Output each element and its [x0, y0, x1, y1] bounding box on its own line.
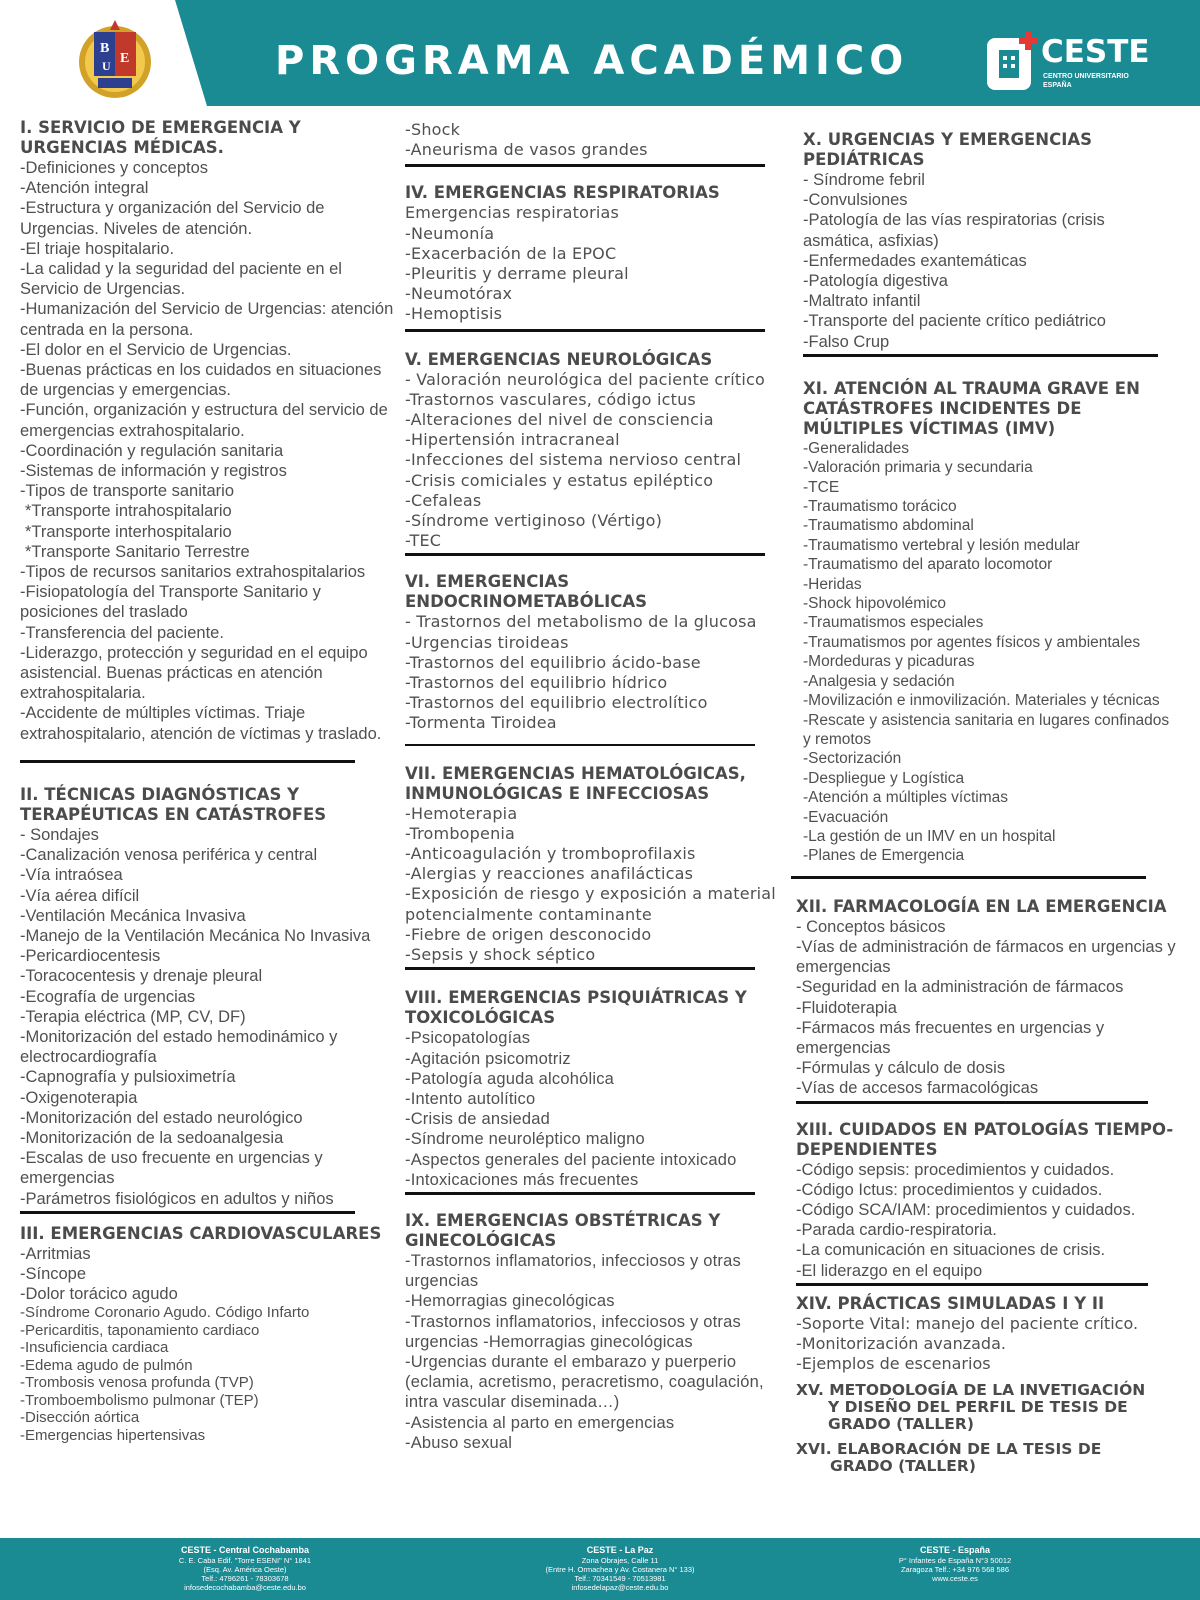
list-item: -Pleuritis y derrame pleural — [405, 264, 629, 284]
list-item: -Patología digestiva — [803, 272, 948, 291]
list-item: - Síndrome febril — [803, 171, 925, 189]
list-item: -Hemorragias ginecológicas — [405, 1292, 615, 1311]
list-item: -Código sepsis: procedimientos y cuidados. — [796, 1160, 1115, 1179]
list-item: -Parada cardio-respiratoria. — [796, 1221, 997, 1240]
section-title: II. TÉCNICAS DIAGNÓSTICAS Y TERAPÉUTICAS EN CATÁSTROFES — [20, 784, 327, 824]
list-item: -Trastornos del equilibrio ácido-base — [405, 652, 701, 672]
section-divider — [803, 354, 1158, 357]
section-items — [20, 158, 395, 744]
list-item: - Sondajes — [20, 825, 99, 844]
continued-items — [405, 120, 777, 160]
list-item: -La calidad y la seguridad del paciente en el Servicio de Urgencias. — [20, 260, 342, 299]
list-item: -Trastornos inflamatorios, infecciosos y otras urgencias — [405, 1251, 741, 1291]
list-item: -Síndrome neuroléptico maligno — [405, 1130, 645, 1149]
list-item: -Fiebre de origen desconocido — [405, 924, 652, 944]
list-item: *Transporte Sanitario Terrestre — [25, 542, 250, 561]
section-5 — [405, 350, 777, 557]
section-title: XIV. PRÁCTICAS SIMULADAS I Y II — [796, 1293, 1105, 1313]
list-item: -Maltrato infantil — [803, 292, 921, 311]
crest-letter-b: B — [100, 41, 110, 56]
section-6 — [405, 572, 777, 745]
section-items — [803, 439, 1178, 866]
list-item: -Evacuación — [803, 808, 889, 826]
list-item: -Canalización venosa periférica y central — [20, 846, 318, 865]
office-line: (Entre H. Ormachea y Av. Costanera N° 133) — [545, 1565, 695, 1574]
list-item: -Coordinación y regulación sanitaria — [20, 441, 284, 460]
list-item: -Vía aérea difícil — [20, 886, 140, 905]
list-item: -Cefaleas — [405, 490, 482, 510]
section-8 — [405, 988, 777, 1195]
list-item: -Fluidoterapia — [796, 998, 897, 1017]
list-item: *Transporte interhospitalario — [25, 522, 232, 541]
list-item: -Generalidades — [803, 439, 909, 457]
list-item: -Disección aórtica — [20, 1409, 140, 1427]
section-items — [796, 1160, 1178, 1281]
list-item: -Exposición de riesgo y exposición a material potencialmente contaminante — [405, 884, 776, 924]
list-item: - Conceptos básicos — [796, 917, 946, 936]
list-item: -Ejemplos de escenarios — [796, 1354, 991, 1374]
section-4 — [405, 183, 777, 331]
section-title: V. EMERGENCIAS NEUROLÓGICAS — [405, 349, 713, 369]
list-item: -Aneurisma de vasos grandes — [405, 140, 648, 160]
list-item: -Shock hipovolémico — [803, 595, 947, 613]
list-item: -Fármacos más frecuentes en urgencias y emergencias — [796, 1018, 1105, 1057]
list-item: -Accidente de múltiples víctimas. Triaje extrahospitalario, atención de víctimas y traslado. — [20, 704, 382, 743]
list-item: -Monitorización avanzada. — [796, 1334, 1006, 1354]
list-item: -Emergencias hipertensivas — [20, 1426, 206, 1444]
university-crest-icon — [76, 16, 154, 104]
list-item: -Patología aguda alcohólica — [405, 1069, 615, 1088]
logo-subtitle — [1043, 72, 1183, 90]
list-item: -Seguridad en la administración de fármacos — [796, 978, 1124, 997]
list-item: -Agitación psicomotriz — [405, 1049, 571, 1068]
list-item: - Valoración neurológica del paciente crítico — [405, 369, 765, 389]
section-items — [405, 1028, 777, 1190]
list-item: -Fisiopatología del Transporte Sanitario y posiciones del traslado — [20, 583, 321, 622]
list-item: -Atención integral — [20, 179, 149, 198]
list-item: -Movilización e inmovilización. Materiales y técnicas — [803, 692, 1160, 710]
list-item: -Arritmias — [20, 1244, 91, 1263]
list-item: -Código Ictus: procedimientos y cuidados. — [796, 1180, 1103, 1199]
list-item: -Rescate y asistencia sanitaria en lugares confinados y remotos — [803, 711, 1170, 748]
list-item: -Humanización del Servicio de Urgencias: atención centrada en la persona. — [20, 300, 394, 339]
list-item: -Tromboembolismo pulmonar (TEP) — [20, 1391, 259, 1409]
section-items — [20, 825, 395, 1209]
crest-letter-e: E — [120, 51, 130, 66]
list-item: -Función, organización y estructura del servicio de emergencias extrahospitalario. — [20, 401, 388, 440]
list-item: -Abuso sexual — [405, 1433, 513, 1452]
list-item: -Exacerbación de la EPOC — [405, 243, 617, 263]
office-la-paz — [515, 1545, 725, 1592]
section-13 — [796, 1120, 1178, 1286]
list-item: -Heridas — [803, 575, 862, 593]
list-item: -Intoxicaciones más frecuentes — [405, 1170, 639, 1189]
list-item: -TEC — [405, 531, 442, 551]
section-items — [405, 203, 777, 324]
section-9 — [405, 1211, 777, 1453]
column-2 — [405, 120, 777, 1453]
section-items — [405, 804, 777, 966]
section-15 — [796, 1382, 1178, 1433]
list-item: -El liderazgo en el equipo — [796, 1261, 983, 1280]
section-title: VII. EMERGENCIAS HEMATOLÓGICAS, INMUNOLÓGICAS E INFECCIOSAS — [405, 763, 746, 803]
list-item: -Shock — [405, 120, 461, 139]
list-item: -Ventilación Mecánica Invasiva — [20, 906, 246, 925]
section-items — [405, 370, 777, 552]
section-divider — [405, 744, 755, 746]
section-divider — [405, 553, 765, 556]
section-title: VIII. EMERGENCIAS PSIQUIÁTRICAS Y TOXICOLÓGICAS — [405, 988, 747, 1028]
section-16 — [796, 1441, 1178, 1475]
list-item: -Trastornos del equilibrio electrolítico — [405, 693, 708, 713]
section-items — [796, 1314, 1178, 1375]
list-item: -El triaje hospitalario. — [20, 239, 175, 258]
office-email[interactable]: infosedelapaz@ceste.edu.bo — [571, 1583, 669, 1592]
section-2 — [20, 785, 395, 1214]
list-item: -Neumonía — [405, 223, 495, 243]
list-item: -Trombosis venosa profunda (TVP) — [20, 1374, 254, 1392]
section-divider — [20, 1211, 355, 1214]
list-item: -Alergias y reacciones anafilácticas — [405, 864, 694, 884]
list-item: -Escalas de uso frecuente en urgencias y emergencias — [20, 1149, 323, 1188]
list-item: -Transferencia del paciente. — [20, 623, 224, 642]
section-title: III. EMERGENCIAS CARDIOVASCULARES — [20, 1223, 382, 1243]
list-item: -Traumatismos por agentes físicos y ambientales — [803, 633, 1141, 651]
section-divider — [791, 876, 1146, 879]
list-item: -Trastornos inflamatorios, infecciosos y otras urgencias -Hemorragias ginecológicas — [405, 1312, 741, 1351]
list-item: -Vías de accesos farmacológicas — [796, 1079, 1039, 1098]
section-items — [405, 1251, 777, 1453]
list-item: -Soporte Vital: manejo del paciente crítico. — [796, 1313, 1139, 1333]
list-item: -Vías de administración de fármacos en urgencias y emergencias — [796, 937, 1176, 977]
section-divider — [405, 164, 765, 167]
office-line: C. E. Caba Edif. "Torre ESENI" N° 1841 — [178, 1556, 312, 1565]
list-item: -Estructura y organización del Servicio de Urgencias. Niveles de atención. — [20, 199, 325, 238]
list-item: -Trastornos vasculares, código ictus — [405, 389, 696, 409]
list-item: Emergencias respiratorias — [405, 203, 620, 223]
office-espana — [870, 1545, 1040, 1583]
list-item: -Convulsiones — [803, 191, 908, 210]
section-items — [20, 1244, 395, 1445]
list-item: -Tipos de recursos sanitarios extrahospitalarios — [20, 563, 366, 582]
section-title: XI. ATENCIÓN AL TRAUMA GRAVE EN CATÁSTROFES INCIDENTES DE MÚLTIPLES VÍCTIMAS (IMV) — [803, 378, 1140, 438]
list-item: -Enfermedades exantemáticas — [803, 251, 1027, 270]
list-item: -Insuficiencia cardiaca — [20, 1339, 169, 1357]
section-divider — [405, 1192, 755, 1195]
list-item: -Analgesia y sedación — [803, 672, 955, 690]
list-item: -Liderazgo, protección y seguridad en el equipo asistencial. Buenas prácticas en atención extrahospitalaria. — [20, 643, 368, 703]
section-11 — [803, 379, 1178, 879]
list-item: -Hemoptisis — [405, 304, 503, 324]
list-item: -Terapia eléctrica (MP, CV, DF) — [20, 1007, 246, 1026]
office-line: Zona Obrajes, Calle 11 — [581, 1556, 659, 1565]
list-item: -Anticoagulación y tromboprofilaxis — [405, 844, 696, 864]
list-item: -Oxigenoterapia — [20, 1088, 138, 1107]
list-item: -Traumatismo abdominal — [803, 517, 974, 535]
logo-name: CESTE — [1041, 34, 1150, 70]
office-title: CESTE - España — [919, 1545, 991, 1555]
list-item: - Trastornos del metabolismo de la glucosa — [405, 612, 757, 632]
office-line: Telf.: 70341549 - 70513981 — [574, 1574, 666, 1583]
list-item: -La comunicación en situaciones de crisis. — [796, 1241, 1106, 1260]
section-divider — [20, 760, 355, 763]
section-10 — [803, 130, 1178, 357]
list-item: -Mordeduras y picaduras — [803, 653, 975, 671]
list-item: -Alteraciones del nivel de consciencia — [405, 410, 714, 430]
section-title: XIII. CUIDADOS EN PATOLOGÍAS TIEMPO-DEPENDIENTES — [796, 1119, 1174, 1159]
section-divider — [796, 1101, 1148, 1104]
list-item: -Falso Crup — [803, 332, 890, 351]
list-item: -Neumotórax — [405, 284, 513, 304]
office-cochabamba — [150, 1545, 340, 1592]
office-title: CESTE - La Paz — [586, 1545, 654, 1555]
page-header — [0, 0, 1200, 106]
list-item: -Sectorización — [803, 750, 902, 768]
list-item: -Monitorización de la sedoanalgesia — [20, 1128, 284, 1147]
section-3 — [20, 1224, 395, 1445]
section-title-line: XVI. ELABORACIÓN DE LA TESIS DE — [796, 1440, 1102, 1459]
list-item: -Planes de Emergencia — [803, 847, 965, 865]
list-item: -Sepsis y shock séptico — [405, 945, 596, 965]
list-item: -Capnografía y pulsioximetría — [20, 1068, 236, 1087]
list-item: -La gestión de un IMV en un hospital — [803, 827, 1056, 845]
office-website[interactable]: www.ceste.es — [932, 1574, 978, 1583]
section-title: I. SERVICIO DE EMERGENCIA Y URGENCIAS MÉDICAS. — [20, 118, 301, 157]
section-7 — [405, 764, 777, 971]
office-title: CESTE - Central Cochabamba — [180, 1545, 310, 1555]
list-item: -Transporte del paciente crítico pediátrico — [803, 312, 1106, 331]
section-title: VI. EMERGENCIAS ENDOCRINOMETABÓLICAS — [405, 572, 648, 612]
crest-letter-u: U — [102, 59, 111, 73]
list-item: -Tormenta Tiroidea — [405, 713, 557, 733]
office-email[interactable]: infosedecochabamba@ceste.edu.bo — [184, 1583, 306, 1592]
column-3 — [796, 130, 1178, 1476]
page-title: PROGRAMA ACADÉMICO — [275, 38, 909, 84]
column-1 — [20, 118, 395, 1444]
section-items — [803, 170, 1178, 352]
list-item: -Trastornos del equilibrio hídrico — [405, 673, 668, 693]
list-item: -Fórmulas y cálculo de dosis — [796, 1059, 1006, 1078]
list-item: -Hipertensión intracraneal — [405, 430, 620, 450]
list-item: -Trombopenia — [405, 823, 516, 843]
list-item: -Manejo de la Ventilación Mecánica No Invasiva — [20, 926, 371, 945]
office-line: Zaragoza Telf.: +34 976 568 586 — [900, 1565, 1010, 1574]
section-title: XII. FARMACOLOGÍA EN LA EMERGENCIA — [796, 896, 1167, 916]
list-item: -Hemoterapia — [405, 803, 518, 823]
section-1 — [20, 118, 395, 763]
page-footer — [0, 1538, 1200, 1600]
list-item: -Urgencias durante el embarazo y puerperio (eclamia, acretismo, peracretismo, coagulación, intra vascular diseminada…) — [405, 1352, 764, 1412]
list-item: -Crisis de ansiedad — [405, 1110, 551, 1129]
list-item: -Traumatismos especiales — [803, 614, 984, 632]
list-item: -Pericardiocentesis — [20, 947, 161, 966]
section-items — [405, 612, 777, 733]
list-item: -Tipos de transporte sanitario — [20, 482, 234, 501]
section-items — [796, 917, 1178, 1099]
list-item: -TCE — [803, 478, 840, 496]
list-item: -Ecografía de urgencias — [20, 987, 196, 1006]
section-divider — [796, 1283, 1148, 1286]
list-item: -Edema agudo de pulmón — [20, 1356, 193, 1374]
list-item: -Aspectos generales del paciente intoxicado — [405, 1150, 737, 1169]
list-item: -Patología de las vías respiratorias (crisis asmática, asfixias) — [803, 211, 1105, 250]
office-line: Telf.: 4796261 - 78303678 — [201, 1574, 289, 1583]
list-item: -Crisis comiciales y estatus epiléptico — [405, 470, 714, 490]
list-item: -Dolor torácico agudo — [20, 1285, 178, 1304]
office-line: P° Infantes de España N°3 50012 — [898, 1556, 1012, 1565]
section-title: X. URGENCIAS Y EMERGENCIAS PEDIÁTRICAS — [803, 130, 1092, 169]
list-item: *Transporte intrahospitalario — [25, 502, 232, 521]
list-item: -Atención a múltiples víctimas — [803, 789, 1009, 807]
logo-subtitle-line: CENTRO UNIVERSITARIO — [1043, 73, 1129, 80]
list-item: -Síncope — [20, 1264, 87, 1283]
section-14 — [796, 1294, 1178, 1375]
list-item: -Monitorización del estado neurológico — [20, 1108, 303, 1127]
section-title: IX. EMERGENCIAS OBSTÉTRICAS Y GINECOLÓGICAS — [405, 1210, 721, 1250]
list-item: -Código SCA/IAM: procedimientos y cuidados. — [796, 1201, 1136, 1219]
list-item: -Definiciones y conceptos — [20, 159, 209, 177]
list-item: -Traumatismo vertebral y lesión medular — [803, 536, 1080, 554]
list-item: -El dolor en el Servicio de Urgencias. — [20, 340, 292, 359]
list-item: -Síndrome Coronario Agudo. Código Infarto — [20, 1304, 310, 1322]
list-item: -Parámetros fisiológicos en adultos y niños — [20, 1189, 334, 1208]
logo-subtitle-line: ESPAÑA — [1043, 82, 1072, 89]
list-item: -Toracocentesis y drenaje pleural — [20, 967, 263, 986]
list-item: -Traumatismo torácico — [803, 498, 957, 516]
list-item: -Traumatismo del aparato locomotor — [803, 556, 1053, 574]
list-item: -Valoración primaria y secundaria — [803, 459, 1033, 477]
list-item: -Urgencias tiroideas — [405, 632, 569, 652]
section-title-line: Y DISEÑO DEL PERFIL DE TESIS DE — [828, 1398, 1128, 1417]
list-item: -Pericarditis, taponamiento cardiaco — [20, 1321, 260, 1339]
section-title: IV. EMERGENCIAS RESPIRATORIAS — [405, 183, 720, 203]
section-title-line: GRADO (TALLER) — [830, 1457, 976, 1476]
section-divider — [405, 967, 755, 970]
list-item: -Monitorización del estado hemodinámico y electrocardiografía — [20, 1027, 338, 1067]
list-item: -Despliegue y Logística — [803, 769, 965, 787]
list-item: -Síndrome vertiginoso (Vértigo) — [405, 511, 663, 531]
section-title-line: XV. METODOLOGÍA DE LA INVETIGACIÓN — [796, 1381, 1146, 1400]
list-item: -Buenas prácticas en los cuidados en situaciones de urgencias y emergencias. — [20, 361, 382, 400]
ceste-emblem-icon — [985, 30, 1041, 96]
list-item: -Vía intraósea — [20, 866, 123, 885]
office-line: (Esq. Av. América Oeste) — [203, 1565, 287, 1574]
section-title-line: GRADO (TALLER) — [828, 1415, 974, 1434]
list-item: -Sistemas de información y registros — [20, 462, 287, 481]
section-12 — [796, 897, 1178, 1104]
list-item: -Asistencia al parto en emergencias — [405, 1413, 675, 1432]
list-item: -Intento autolítico — [405, 1089, 536, 1108]
list-item: -Psicopatologías — [405, 1029, 531, 1048]
section-divider — [405, 329, 765, 332]
list-item: -Infecciones del sistema nervioso central — [405, 450, 742, 470]
ceste-logo — [985, 30, 1185, 96]
